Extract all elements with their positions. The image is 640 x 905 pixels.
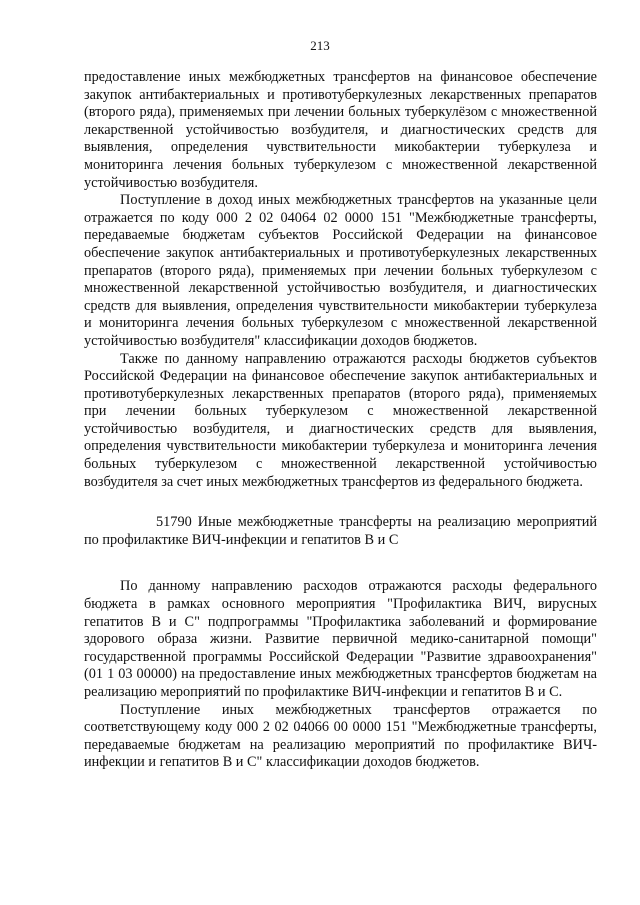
section-code: 51790 bbox=[156, 514, 192, 531]
paragraph-income-code-hiv: Поступление иных межбюджетных трансфертов отражается по соответствующему коду 000 2 02 04066 00 0000 151 "Межбюджетные трансферты, передаваемые бюджетам на реализацию мероприятий по профилактике ВИЧ-инфекции и гепатитов B и C" классификации доходов бюджетов. bbox=[84, 701, 597, 771]
section-title: Иные межбюджетные трансферты на реализацию мероприятий по профилактике ВИЧ-инфекции и гепатитов B и C bbox=[84, 514, 597, 548]
paragraph-federal-expenses: По данному направлению расходов отражаются расходы федерального бюджета в рамках основного мероприятия "Профилактика ВИЧ, вирусных гепатитов B и C" подпрограммы "Профилактика заболеваний и формирование здорового образа жизни. Развитие первичной медико-санитарной помощи" государственной программы Российской Федерации "Развитие здравоохранения" (01 1 03 00000) на предоставление иных межбюджетных трансфертов бюджетам на реализацию мероприятий по профилактике ВИЧ-инфекции и гепатитов B и C. bbox=[84, 578, 597, 700]
section-heading bbox=[84, 514, 597, 549]
document-body bbox=[84, 69, 597, 772]
paragraph-subject-expenses: Также по данному направлению отражаются расходы бюджетов субъектов Российской Федерации на финансовое обеспечение закупок антибактериальных и противотуберкулезных лекарственных препаратов (второго ряда), применяемых при лечении больных туберкулезом с множественной лекарственной устойчивостью возбудителя, и диагностических средств для выявления, определения чувствительности микобактерии туберкулеза и мониторинга лечения больных туберкулезом с множественной лекарственной устойчивостью возбудителя за счет иных межбюджетных трансфертов из федерального бюджета. bbox=[84, 350, 597, 490]
paragraph-income-code: Поступление в доход иных межбюджетных трансфертов на указанные цели отражается по коду 000 2 02 04064 02 0000 151 "Межбюджетные трансферты, передаваемые бюджетам субъектов Российской Федерации на финансовое обеспечение закупок антибактериальных и противотуберкулезных лекарственных препаратов (второго ряда), применяемых при лечении больных туберкулезом с множественной лекарственной устойчивостью возбудителя, и диагностических средств для выявления, определения чувствительности микобактерии туберкулеза и мониторинга лечения больных туберкулезом с множественной лекарственной устойчивостью возбудителя" классификации доходов бюджетов. bbox=[84, 192, 597, 349]
paragraph-continuation: предоставление иных межбюджетных трансфертов на финансовое обеспечение закупок антибактериальных и противотуберкулезных лекарственных препаратов (второго ряда), применяемых при лечении больных туберкулёзом с множественной лекарственной устойчивостью возбудителя, и диагностических средств для выявления, определения чувствительности микобактерии туберкулеза и мониторинга лечения больных туберкулезом с множественной лекарственной устойчивостью возбудителя. bbox=[84, 69, 597, 191]
page-number: 213 bbox=[310, 38, 330, 53]
